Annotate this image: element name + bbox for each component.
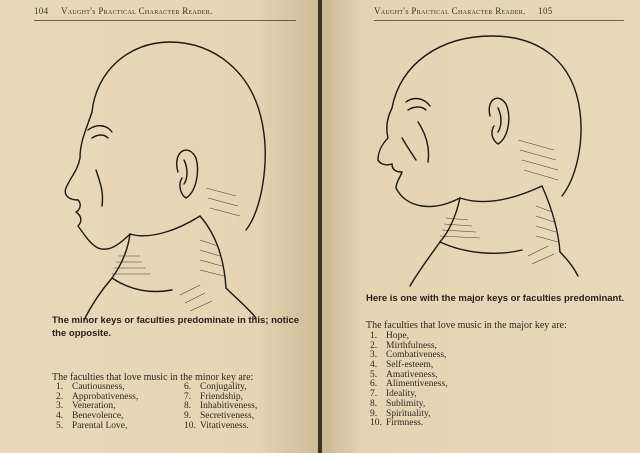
- right-page-number: 105: [538, 6, 553, 16]
- list-item: 6. Conjugality,: [184, 382, 247, 392]
- right-running-head: Vaught's Practical Character Reader.: [374, 6, 526, 16]
- list-item: 1. Cautiousness,: [56, 382, 125, 392]
- major-faculties-list: [370, 332, 447, 429]
- list-item: 3. Combativeness,: [370, 350, 447, 361]
- left-list-intro: The faculties that love music in the minor key are:: [52, 372, 254, 383]
- list-item: 2. Mirthfulness,: [370, 340, 437, 351]
- minor-faculties-list-column-1: [56, 383, 138, 431]
- list-item: 8. Sublimity,: [370, 398, 426, 409]
- list-item: 4. Benevolence,: [56, 411, 124, 422]
- list-item: 5. Parental Love,: [56, 420, 128, 431]
- right-page: [322, 0, 640, 453]
- list-item: 7. Friendship,: [184, 391, 244, 402]
- list-item: 10. Firmness.: [370, 418, 424, 429]
- right-list-intro: The faculties that love music in the major key are:: [366, 320, 567, 331]
- list-item: 2. Approbativeness,: [56, 391, 139, 402]
- list-item: 10. Vitativeness.: [184, 420, 249, 431]
- right-caption: Here is one with the major keys or faculties predominant.: [366, 293, 625, 304]
- list-item: 1. Hope,: [370, 331, 409, 341]
- list-item: 5. Amativeness,: [370, 369, 438, 380]
- list-item: 7. Ideality,: [370, 389, 417, 400]
- right-page-header: [374, 6, 553, 16]
- list-item: 9. Secretiveness,: [184, 411, 255, 422]
- major-keys-head-illustration: [322, 20, 640, 290]
- left-running-head: Vaught's Practical Character Reader.: [60, 6, 213, 16]
- list-item: 9. Spirituality,: [370, 408, 431, 419]
- left-page-header: [34, 6, 213, 16]
- list-item: 6. Alimentiveness,: [370, 379, 448, 390]
- minor-faculties-list-column-2: [184, 383, 257, 431]
- minor-keys-head-illustration: [0, 20, 318, 330]
- left-page-number: 104: [34, 6, 49, 16]
- list-item: 8. Inhabitiveness,: [184, 401, 258, 412]
- left-page: [0, 0, 318, 453]
- list-item: 4. Self-esteem,: [370, 360, 434, 371]
- left-caption: The minor keys or faculties predominate in this; notice the opposite.: [52, 315, 300, 339]
- list-item: 3. Veneration,: [56, 401, 116, 412]
